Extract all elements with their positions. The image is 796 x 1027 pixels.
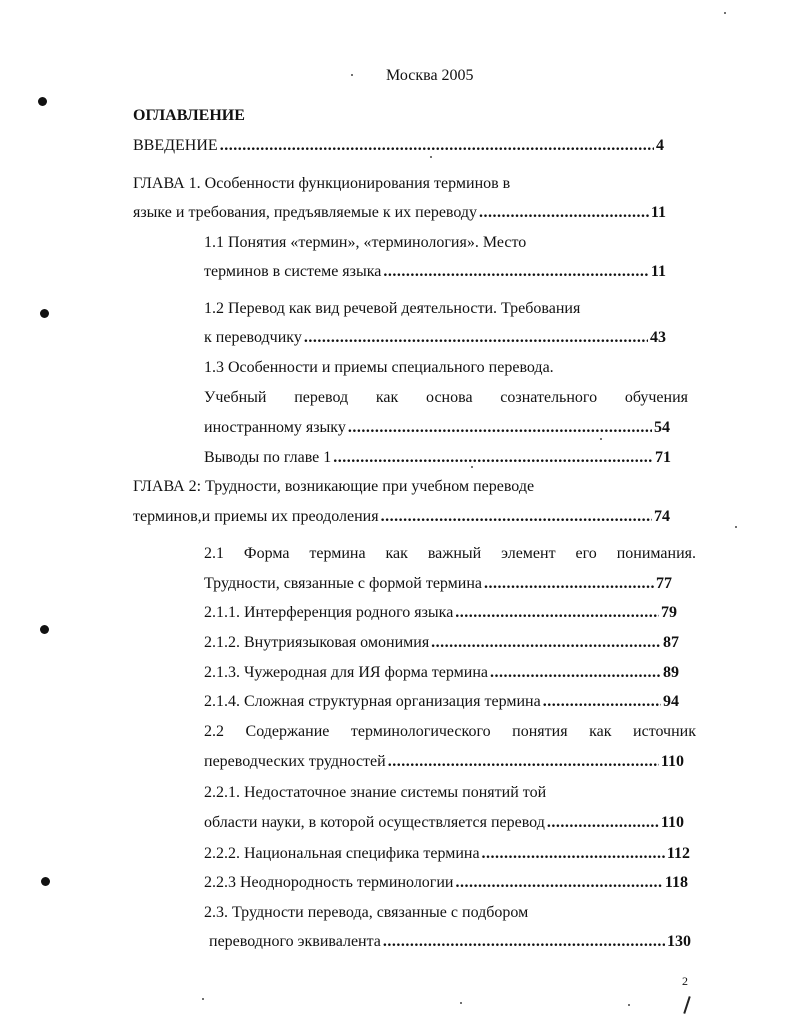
toc-page-number: 54 xyxy=(654,419,670,436)
toc-entry-label: ВВЕДЕНИЕ xyxy=(133,137,218,154)
toc-section-1-3-title: 1.3 Особенности и приемы специального перевода. xyxy=(204,359,554,376)
toc-entry-2-1-3[interactable] xyxy=(204,663,679,683)
toc-entry-label: 2.2.2. Национальная специфика термина xyxy=(204,845,480,862)
toc-entry-label: области науки, в которой осуществляется перевод xyxy=(204,814,545,831)
toc-section-1-3-line2: Учебный перевод как основа сознательного обучения xyxy=(204,389,688,406)
leader-dots xyxy=(348,418,652,438)
scan-speck xyxy=(202,998,204,1000)
leader-dots xyxy=(484,574,654,594)
toc-title: ОГЛАВЛЕНИЕ xyxy=(133,107,245,124)
toc-section-1-1-title: 1.1 Понятия «термин», «терминология». Место xyxy=(204,234,527,251)
toc-entry-label: терминов,и приемы их преодоления xyxy=(133,508,379,525)
toc-entry-label: к переводчику xyxy=(204,329,302,346)
leader-dots xyxy=(304,328,648,348)
toc-entry-chapter1[interactable] xyxy=(133,203,666,223)
toc-entry-1-1[interactable] xyxy=(204,262,666,282)
binder-hole xyxy=(41,877,50,886)
leader-dots xyxy=(431,633,661,653)
leader-dots xyxy=(543,692,661,712)
pen-mark xyxy=(683,996,690,1014)
leader-dots xyxy=(383,262,649,282)
toc-entry-label: языке и требования, предъявляемые к их переводу xyxy=(133,204,478,221)
toc-page-number: 110 xyxy=(660,753,684,770)
leader-dots xyxy=(547,813,659,833)
toc-page-number: 4 xyxy=(656,137,664,154)
toc-entry-2-1-4[interactable] xyxy=(204,692,679,712)
leader-dots xyxy=(456,873,663,893)
toc-section-2-3-title: 2.3. Трудности перевода, связанные с подбором xyxy=(204,904,529,921)
toc-entry-label: Выводы по главе 1 xyxy=(204,449,332,466)
toc-entry-label: Трудности, связанные с формой термина xyxy=(204,575,483,592)
toc-page-number: 71 xyxy=(655,449,671,466)
toc-page-number: 110 xyxy=(660,814,684,831)
leader-dots xyxy=(479,203,649,223)
toc-entry-label: переводного эквивалента xyxy=(209,933,381,950)
scan-speck xyxy=(430,156,432,158)
leader-dots xyxy=(220,136,654,156)
toc-page-number: 43 xyxy=(650,329,666,346)
toc-entry-2-2-2[interactable] xyxy=(204,844,690,864)
toc-entry-2-1[interactable] xyxy=(204,574,672,594)
toc-entry-label: переводческих трудностей xyxy=(204,753,386,770)
toc-page-number: 74 xyxy=(654,508,670,525)
toc-entry-label: 2.2.3 Неоднородность терминологии xyxy=(204,874,454,891)
toc-chapter2-title: ГЛАВА 2: Трудности, возникающие при учебном переводе xyxy=(133,478,535,495)
toc-entry-label: терминов в системе языка xyxy=(204,263,382,280)
toc-entry-2-3[interactable] xyxy=(209,932,691,952)
leader-dots xyxy=(490,663,661,683)
toc-chapter1-title: ГЛАВА 1. Особенности функционирования терминов в xyxy=(133,175,511,192)
toc-section-2-2-title: 2.2 Содержание терминологического понятия как источник xyxy=(204,723,696,740)
scan-speck xyxy=(628,1004,630,1006)
toc-entry-label: 2.1.3. Чужеродная для ИЯ форма термина xyxy=(204,664,488,681)
toc-section-2-1-title: 2.1 Форма термина как важный элемент его понимания. xyxy=(204,545,696,562)
toc-entry-label: 2.1.1. Интерференция родного языка xyxy=(204,604,454,621)
toc-entry-2-1-1[interactable] xyxy=(204,603,677,623)
toc-entry-intro[interactable] xyxy=(133,136,664,156)
toc-page-number: 89 xyxy=(663,664,679,681)
toc-entry-2-1-2[interactable] xyxy=(204,633,679,653)
toc-section-2-2-1-title: 2.2.1. Недостаточное знание системы понятий той xyxy=(204,784,547,801)
scan-speck xyxy=(351,74,353,76)
binder-hole xyxy=(40,625,49,634)
leader-dots xyxy=(482,844,665,864)
city-year: Москва 2005 xyxy=(386,67,474,84)
leader-dots xyxy=(455,603,659,623)
toc-entry-label: 2.1.2. Внутриязыковая омонимия xyxy=(204,634,430,651)
toc-entry-label: иностранному языку xyxy=(204,419,346,436)
toc-page-number: 94 xyxy=(663,693,679,710)
scan-speck xyxy=(735,526,737,528)
page-number: 2 xyxy=(682,974,688,988)
toc-entry-2-2-1[interactable] xyxy=(204,813,684,833)
scan-speck xyxy=(460,1002,462,1004)
toc-page-number: 87 xyxy=(663,634,679,651)
toc-entry-2-2-3[interactable] xyxy=(204,873,688,893)
scan-speck xyxy=(724,12,726,14)
leader-dots xyxy=(388,752,659,772)
binder-hole xyxy=(38,97,47,106)
leader-dots xyxy=(333,448,653,468)
toc-entry-conclusions-1[interactable] xyxy=(204,448,671,468)
toc-entry-1-2[interactable] xyxy=(204,328,666,348)
toc-page-number: 77 xyxy=(656,575,672,592)
leader-dots xyxy=(383,932,665,952)
toc-page-number: 79 xyxy=(661,604,677,621)
leader-dots xyxy=(381,507,652,527)
toc-entry-chapter2[interactable] xyxy=(133,507,670,527)
toc-page-number: 130 xyxy=(667,933,691,950)
toc-entry-label: 2.1.4. Сложная структурная организация термина xyxy=(204,693,541,710)
toc-page-number: 11 xyxy=(650,204,666,221)
binder-hole xyxy=(40,309,49,318)
toc-page-number: 118 xyxy=(664,874,688,891)
scan-speck xyxy=(600,438,602,440)
toc-entry-1-3[interactable] xyxy=(204,418,670,438)
toc-section-1-2-title: 1.2 Перевод как вид речевой деятельности. Требования xyxy=(204,300,581,317)
toc-entry-2-2[interactable] xyxy=(204,752,684,772)
toc-page-number: 112 xyxy=(666,845,690,862)
toc-page-number: 11 xyxy=(650,263,666,280)
